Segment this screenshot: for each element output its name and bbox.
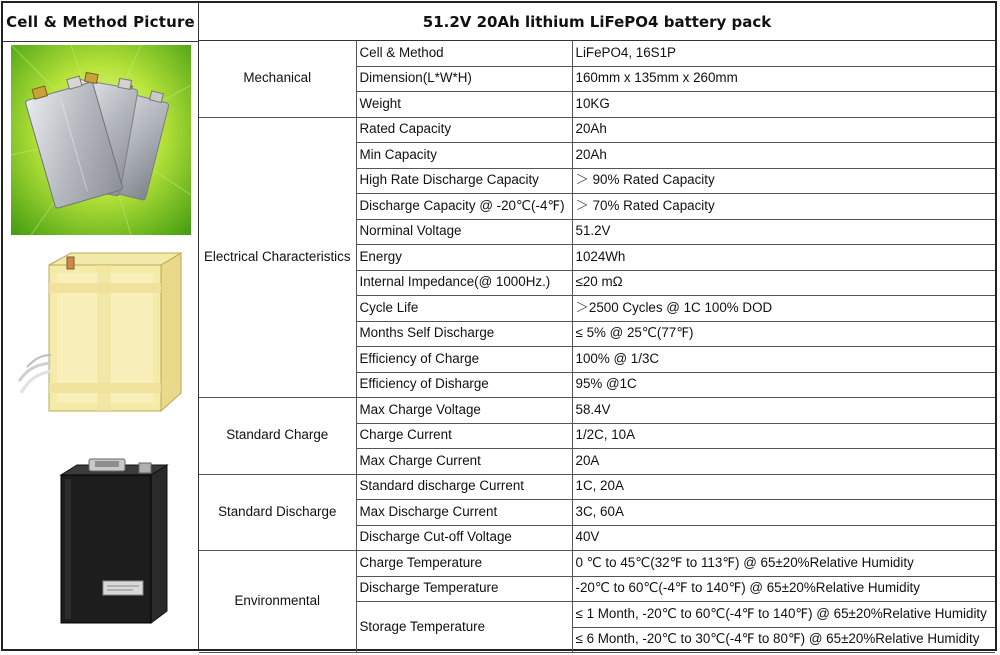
picture-column bbox=[3, 3, 199, 649]
param-cell: Discharge Temperature bbox=[356, 576, 572, 602]
param-cell: Standard discharge Current bbox=[356, 474, 572, 500]
group-label-standard-charge: Standard Charge bbox=[199, 398, 356, 475]
group-label-environmental: Environmental bbox=[199, 551, 356, 653]
value-cell-split bbox=[572, 602, 995, 653]
black-case-battery-illustration bbox=[11, 451, 191, 641]
param-cell: Min Capacity bbox=[356, 143, 572, 169]
spec-table bbox=[199, 41, 995, 653]
param-cell: Max Discharge Current bbox=[356, 500, 572, 526]
param-cell: Cell & Method bbox=[356, 41, 572, 66]
value-cell: ≤20 mΩ bbox=[572, 270, 995, 296]
value-cell: 20Ah bbox=[572, 143, 995, 169]
value-cell: 20Ah bbox=[572, 117, 995, 143]
table-row bbox=[199, 117, 995, 143]
param-cell: Weight bbox=[356, 92, 572, 118]
param-cell: Internal Impedance(@ 1000Hz.) bbox=[356, 270, 572, 296]
value-subcell: ≤ 6 Month, -20℃ to 30℃(-4℉ to 80℉) @ 65±20%Relative Humidity bbox=[573, 627, 996, 653]
value-cell: 40V bbox=[572, 525, 995, 551]
value-cell: 20A bbox=[572, 449, 995, 475]
param-cell: Efficiency of Charge bbox=[356, 347, 572, 373]
value-subcell: ≤ 1 Month, -20℃ to 60℃(-4℉ to 140℉) @ 65±20%Relative Humidity bbox=[575, 605, 987, 621]
param-cell: Storage Temperature bbox=[356, 602, 572, 653]
param-cell: Discharge Cut-off Voltage bbox=[356, 525, 572, 551]
param-cell: Max Charge Voltage bbox=[356, 398, 572, 424]
prismatic-cells-illustration bbox=[11, 45, 191, 235]
value-cell: 1024Wh bbox=[572, 245, 995, 271]
prismatic-cells-photo bbox=[11, 45, 191, 235]
param-cell: Discharge Capacity @ -20℃(-4℉) bbox=[356, 194, 572, 220]
value-cell: 58.4V bbox=[572, 398, 995, 424]
param-cell: Cycle Life bbox=[356, 296, 572, 322]
group-label-electrical: Electrical Characteristics bbox=[199, 117, 356, 398]
picture-column-header: Cell & Method Picture bbox=[3, 3, 198, 42]
table-row bbox=[199, 474, 995, 500]
value-cell: ≤ 5% @ 25℃(77℉) bbox=[572, 321, 995, 347]
value-cell: 0 ℃ to 45℃(32℉ to 113℉) @ 65±20%Relative Humidity bbox=[572, 551, 995, 577]
param-cell: Energy bbox=[356, 245, 572, 271]
param-cell: Charge Current bbox=[356, 423, 572, 449]
table-row bbox=[199, 41, 995, 66]
value-cell: 3C, 60A bbox=[572, 500, 995, 526]
wrapped-battery-pack-illustration bbox=[11, 243, 191, 438]
group-label-mechanical: Mechanical bbox=[199, 41, 356, 117]
param-cell: High Rate Discharge Capacity bbox=[356, 168, 572, 194]
param-cell: Dimension(L*W*H) bbox=[356, 66, 572, 92]
value-cell: 51.2V bbox=[572, 219, 995, 245]
value-cell: 10KG bbox=[572, 92, 995, 118]
value-cell: 95% @1C bbox=[572, 372, 995, 398]
wrapped-battery-pack-photo bbox=[11, 243, 191, 438]
value-cell: 160mm x 135mm x 260mm bbox=[572, 66, 995, 92]
page-title: 51.2V 20Ah lithium LiFePO4 battery pack bbox=[199, 3, 995, 41]
value-cell: ＞2500 Cycles @ 1C 100% DOD bbox=[572, 296, 995, 322]
table-row bbox=[199, 551, 995, 577]
param-cell: Max Charge Current bbox=[356, 449, 572, 475]
value-cell: ＞ 70% Rated Capacity bbox=[572, 194, 995, 220]
param-cell: Charge Temperature bbox=[356, 551, 572, 577]
value-cell: -20℃ to 60℃(-4℉ to 140℉) @ 65±20%Relative Humidity bbox=[572, 576, 995, 602]
param-cell: Efficiency of Disharge bbox=[356, 372, 572, 398]
value-cell: 100% @ 1/3C bbox=[572, 347, 995, 373]
spec-sheet bbox=[1, 1, 997, 651]
param-cell: Months Self Discharge bbox=[356, 321, 572, 347]
value-cell: LiFePO4, 16S1P bbox=[572, 41, 995, 66]
table-row bbox=[199, 398, 995, 424]
param-cell: Norminal Voltage bbox=[356, 219, 572, 245]
value-cell: 1/2C, 10A bbox=[572, 423, 995, 449]
param-cell: Rated Capacity bbox=[356, 117, 572, 143]
value-cell: ＞ 90% Rated Capacity bbox=[572, 168, 995, 194]
group-label-standard-discharge: Standard Discharge bbox=[199, 474, 356, 551]
black-case-battery-photo bbox=[11, 451, 191, 641]
value-cell: 1C, 20A bbox=[572, 474, 995, 500]
